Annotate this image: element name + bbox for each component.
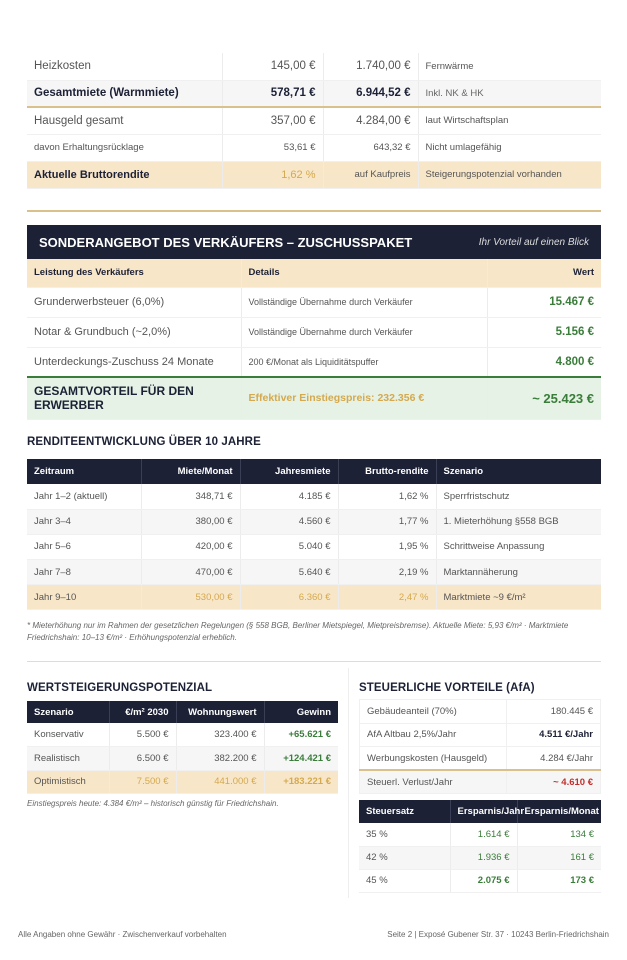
table-cell: 1.936 € [450, 846, 517, 869]
column-header: Miete/Monat [141, 459, 240, 484]
table-cell: 173 € [517, 869, 601, 892]
column-header: Brutto-rendite [338, 459, 436, 484]
column-header: Steuersatz [359, 800, 450, 823]
table-row [27, 723, 338, 747]
table-cell: 348,71 € [141, 484, 240, 509]
table-cell: Nicht umlagefähig [418, 134, 601, 161]
table-cell: 4.284,00 € [323, 107, 418, 134]
table-row [359, 846, 601, 869]
table-cell: Jahr 9–10 [27, 585, 141, 610]
table-row [359, 823, 601, 846]
table-cell: 35 % [359, 823, 450, 846]
table-cell: 4.800 € [487, 347, 601, 377]
table-cell: 1,95 % [338, 534, 436, 559]
rendite-footnote: * Mieterhöhung nur im Rahmen der gesetzlichen Regelungen (§ 558 BGB, Berliner Mietspiegel, Mietpreisbremse). Aktuelle Miete: 5,93 €/m² · Marktmiete Friedrichshain: 10–13 €/m² · Erhöhungspotenzial erheblich. [27, 621, 569, 642]
table-cell: 357,00 € [222, 107, 323, 134]
table-row [27, 534, 601, 559]
table-cell: 2.075 € [450, 869, 517, 892]
table-cell: ~ 4.610 € [507, 770, 601, 794]
column-divider [348, 668, 349, 898]
table-cell: 5.040 € [240, 534, 338, 559]
table-row [27, 377, 601, 419]
table-cell: Wert [487, 259, 601, 287]
table-cell: Jahr 3–4 [27, 509, 141, 534]
table-cell: Gebäudeanteil (70%) [360, 700, 507, 724]
wert-note: Einstiegspreis heute: 4.384 €/m² – historisch günstig für Friedrichshain. [27, 799, 279, 808]
table-cell: Realistisch [27, 747, 109, 771]
table-cell: Hausgeld gesamt [27, 107, 222, 134]
table-row [27, 259, 601, 287]
tax-savings-table [359, 800, 601, 893]
table-cell: 1. Mieterhöhung §558 BGB [436, 509, 601, 534]
table-cell: Gesamtmiete (Warmmiete) [27, 80, 222, 107]
table-row [360, 723, 601, 747]
rendite-table [27, 459, 601, 610]
header-row [359, 800, 601, 823]
table-cell: 4.185 € [240, 484, 338, 509]
table-cell: +183.221 € [264, 770, 338, 794]
table-cell: AfA Altbau 2,5%/Jahr [360, 723, 507, 747]
table-cell: Konservativ [27, 723, 109, 747]
table-cell: 5.500 € [109, 723, 176, 747]
table-cell: 382.200 € [176, 747, 264, 771]
table-cell: 5.640 € [240, 560, 338, 585]
table-cell: 2,19 % [338, 560, 436, 585]
table-cell: 15.467 € [487, 287, 601, 317]
table-cell: Schrittweise Anpassung [436, 534, 601, 559]
table-row [360, 747, 601, 771]
table-cell: 1.740,00 € [323, 53, 418, 80]
table-cell: Inkl. NK & HK [418, 80, 601, 107]
table-cell: 643,32 € [323, 134, 418, 161]
column-header: Zeitraum [27, 459, 141, 484]
table-cell: 380,00 € [141, 509, 240, 534]
table-cell: 2,47 % [338, 585, 436, 610]
table-cell: 4.511 €/Jahr [507, 723, 601, 747]
table-cell: 161 € [517, 846, 601, 869]
table-cell: Steuerl. Verlust/Jahr [360, 770, 507, 794]
table-cell: Fernwärme [418, 53, 601, 80]
table-cell: 6.360 € [240, 585, 338, 610]
table-cell: 441.000 € [176, 770, 264, 794]
offer-header [27, 225, 601, 259]
table-cell: Marktannäherung [436, 560, 601, 585]
table-cell: +124.421 € [264, 747, 338, 771]
table-cell: 134 € [517, 823, 601, 846]
offer-title: SONDERANGEBOT DES VERKÄUFERS – ZUSCHUSSPAKET [39, 234, 413, 250]
costs-table [27, 53, 601, 189]
table-cell: ~ 25.423 € [487, 377, 601, 419]
table-cell: 7.500 € [109, 770, 176, 794]
offer-subtitle: Ihr Vorteil auf einen Blick [478, 236, 589, 248]
offer-table [27, 259, 601, 420]
table-row [27, 509, 601, 534]
table-cell: Steigerungspotenzial vorhanden [418, 161, 601, 188]
section-divider [27, 661, 601, 662]
table-cell: Sperrfristschutz [436, 484, 601, 509]
table-cell: Vollständige Übernahme durch Verkäufer [241, 287, 487, 317]
wert-table [27, 701, 338, 794]
rendite-title: RENDITEENTWICKLUNG ÜBER 10 JAHRE [27, 436, 261, 448]
table-cell: Grunderwerbsteuer (6,0%) [27, 287, 241, 317]
table-row [27, 560, 601, 585]
table-cell: 45 % [359, 869, 450, 892]
table-cell: Marktmiete ~9 €/m² [436, 585, 601, 610]
table-row [360, 770, 601, 794]
table-cell: Details [241, 259, 487, 287]
table-cell: 42 % [359, 846, 450, 869]
wert-title: WERTSTEIGERUNGSPOTENZIAL [27, 682, 213, 694]
footer-page-info: Seite 2 | Exposé Gubener Str. 37 · 10243 Berlin-Friedrichshain [387, 930, 609, 939]
table-cell: Effektiver Einstiegspreis: 232.356 € [241, 377, 487, 419]
table-cell: Jahr 1–2 (aktuell) [27, 484, 141, 509]
table-cell: 323.400 € [176, 723, 264, 747]
footer-disclaimer: Alle Angaben ohne Gewähr · Zwischenverkauf vorbehalten [18, 930, 227, 939]
table-row [27, 80, 601, 107]
table-cell: auf Kaufpreis [323, 161, 418, 188]
table-row [27, 161, 601, 188]
column-header: Jahresmiete [240, 459, 338, 484]
table-row [27, 287, 601, 317]
column-header: Szenario [436, 459, 601, 484]
table-row [27, 107, 601, 134]
table-cell: 578,71 € [222, 80, 323, 107]
column-header: Ersparnis/Jahr [450, 800, 517, 823]
steuer-title: STEUERLICHE VORTEILE (AfA) [359, 682, 535, 694]
table-cell: 4.560 € [240, 509, 338, 534]
table-cell: Unterdeckungs-Zuschuss 24 Monate [27, 347, 241, 377]
section-divider [27, 210, 601, 212]
table-cell: Heizkosten [27, 53, 222, 80]
header-row [27, 701, 338, 723]
table-cell: 530,00 € [141, 585, 240, 610]
table-cell: Leistung des Verkäufers [27, 259, 241, 287]
table-row [27, 317, 601, 347]
table-row [27, 747, 338, 771]
table-cell: 470,00 € [141, 560, 240, 585]
table-cell: 145,00 € [222, 53, 323, 80]
table-cell: 6.944,52 € [323, 80, 418, 107]
afa-table [359, 699, 601, 794]
table-cell: Notar & Grundbuch (~2,0%) [27, 317, 241, 347]
table-row [27, 53, 601, 80]
column-header: Wohnungswert [176, 701, 264, 723]
table-cell: Jahr 7–8 [27, 560, 141, 585]
table-row [27, 484, 601, 509]
table-cell: 53,61 € [222, 134, 323, 161]
table-row [27, 585, 601, 610]
column-header: Szenario [27, 701, 109, 723]
table-cell: 420,00 € [141, 534, 240, 559]
table-row [27, 770, 338, 794]
table-cell: Aktuelle Bruttorendite [27, 161, 222, 188]
table-cell: 4.284 €/Jahr [507, 747, 601, 771]
table-row [27, 347, 601, 377]
table-cell: 6.500 € [109, 747, 176, 771]
table-cell: +65.621 € [264, 723, 338, 747]
table-cell: 5.156 € [487, 317, 601, 347]
table-row [360, 700, 601, 724]
column-header: Ersparnis/Monat [517, 800, 601, 823]
table-cell: 1,62 % [338, 484, 436, 509]
column-header: €/m² 2030 [109, 701, 176, 723]
table-cell: 200 €/Monat als Liquiditätspuffer [241, 347, 487, 377]
header-row [27, 459, 601, 484]
table-cell: davon Erhaltungsrücklage [27, 134, 222, 161]
table-cell: Jahr 5–6 [27, 534, 141, 559]
table-cell: Werbungskosten (Hausgeld) [360, 747, 507, 771]
table-cell: 1,62 % [222, 161, 323, 188]
table-cell: Optimistisch [27, 770, 109, 794]
column-header: Gewinn [264, 701, 338, 723]
table-cell: GESAMTVORTEIL FÜR DEN ERWERBER [27, 377, 241, 419]
table-cell: 1.614 € [450, 823, 517, 846]
table-row [359, 869, 601, 892]
table-cell: Vollständige Übernahme durch Verkäufer [241, 317, 487, 347]
table-row [27, 134, 601, 161]
table-cell: laut Wirtschaftsplan [418, 107, 601, 134]
table-cell: 1,77 % [338, 509, 436, 534]
table-cell: 180.445 € [507, 700, 601, 724]
